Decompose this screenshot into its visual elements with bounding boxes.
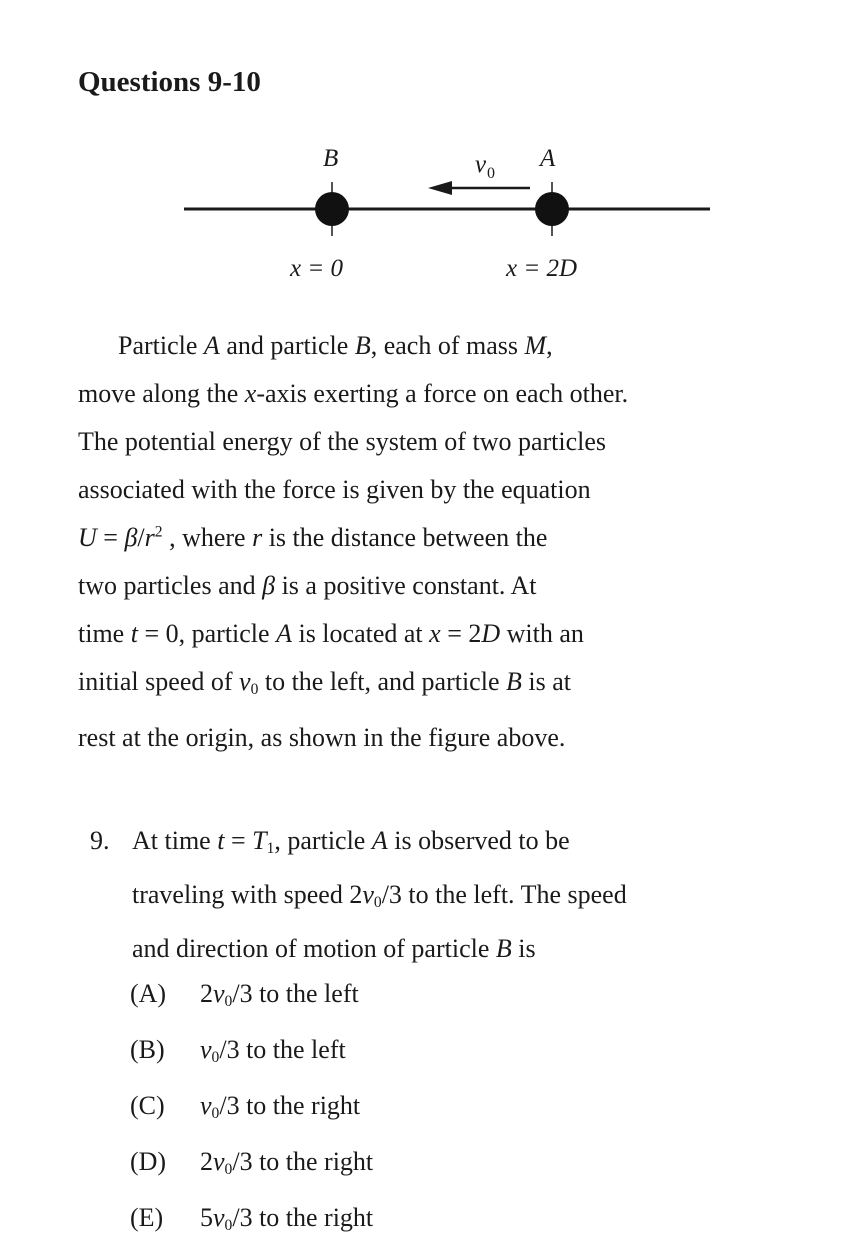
label-b: B bbox=[323, 145, 339, 172]
passage-line-5: $U = \beta/r^2$ , where r is the distance between the bbox=[78, 523, 548, 552]
x-b-label: x = 0 bbox=[290, 255, 343, 282]
velocity-label-sub: 0 bbox=[487, 165, 495, 182]
choice-e[interactable]: (E) $5v_0/3$ to the right bbox=[130, 1202, 374, 1234]
question-line-3: and direction of motion of particle B is bbox=[132, 933, 536, 963]
particle-b-dot bbox=[315, 192, 349, 226]
passage-line-7: time t = 0, particle A is located at x = 2D with an bbox=[78, 619, 584, 648]
question-text bbox=[132, 818, 810, 972]
choice-c[interactable]: (C) $v_0/3$ to the right bbox=[130, 1090, 361, 1122]
particle-figure bbox=[170, 140, 730, 290]
label-a: A bbox=[540, 145, 556, 172]
x-a-label: x = 2D bbox=[506, 255, 578, 282]
choice-d[interactable]: (D) $2v_0/3$ to the right bbox=[130, 1146, 374, 1178]
potential-equation: U bbox=[78, 523, 97, 552]
figure-svg bbox=[170, 140, 730, 290]
question-line-2: traveling with speed $2v_0/3$ to the left. The speed bbox=[132, 879, 627, 911]
choice-b[interactable]: (B) $v_0/3$ to the left bbox=[130, 1034, 346, 1066]
choice-a[interactable]: (A) $2v_0/3$ to the left bbox=[130, 979, 359, 1010]
passage-line-4: associated with the force is given by the equation bbox=[78, 475, 591, 504]
passage-line-3: The potential energy of the system of two particles bbox=[78, 427, 607, 456]
velocity-label: v bbox=[475, 151, 487, 178]
velocity-arrow-head bbox=[428, 181, 452, 195]
passage-line-1: Particle A and particle B, each of mass M, bbox=[118, 331, 553, 360]
passage-line-2: move along the x-axis exerting a force on each other. bbox=[78, 379, 629, 408]
question-number: 9. bbox=[90, 826, 110, 855]
answer-choices bbox=[130, 970, 730, 1249]
particle-a-dot bbox=[535, 192, 569, 226]
passage-line-8: initial speed of $v_0$ to the left, and particle B is at bbox=[78, 667, 571, 698]
question-9 bbox=[90, 818, 810, 972]
questions-heading: Questions 9-10 bbox=[78, 66, 261, 98]
passage-line-6: two particles and β is a positive constant. At bbox=[78, 571, 537, 600]
passage-line-9: rest at the origin, as shown in the figure above. bbox=[78, 722, 566, 752]
problem-passage bbox=[78, 322, 818, 762]
question-line-1: At time $t = T_1$, particle A is observed to be bbox=[132, 826, 570, 857]
